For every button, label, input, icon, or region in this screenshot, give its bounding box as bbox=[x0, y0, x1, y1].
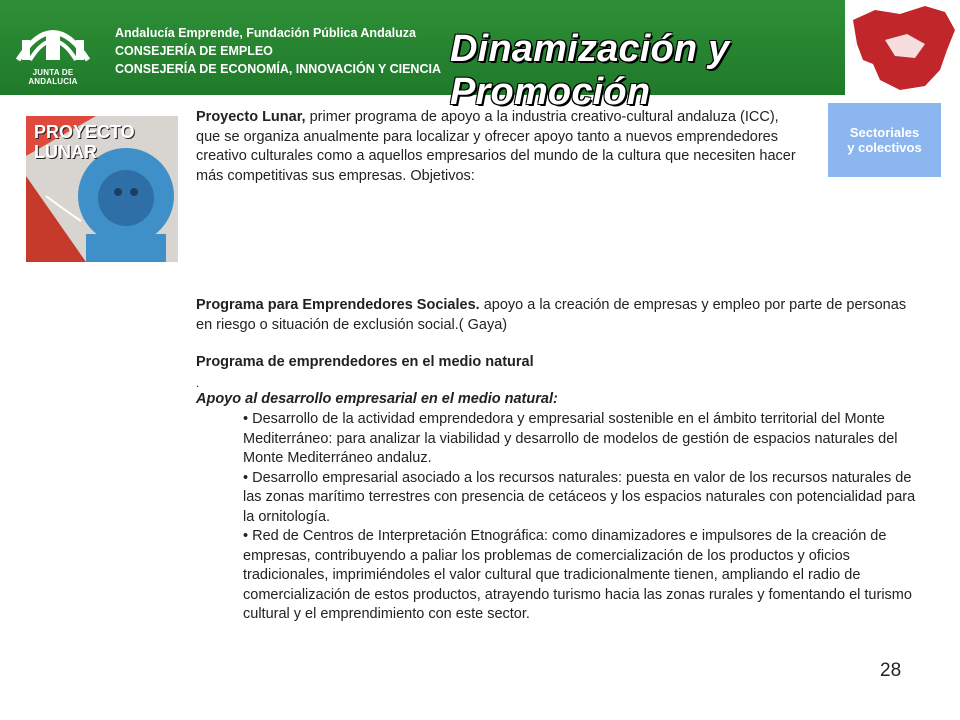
social-entrepreneurs-body: apoyo a la creación de empresas y empleo por parte de personas en riesgo o situación de exclusión social.( Gaya) bbox=[196, 297, 907, 333]
poster-label-line-2: LUNAR bbox=[34, 142, 97, 162]
logo-caption: JUNTA DE ANDALUCIA bbox=[28, 68, 78, 86]
header-banner bbox=[0, 0, 845, 113]
header-line-3: CONSEJERÍA DE ECONOMÍA, INNOVACIÓN Y CIENCIA bbox=[115, 62, 441, 76]
header-line-2: CONSEJERÍA DE EMPLEO bbox=[115, 44, 273, 58]
header-organizations bbox=[115, 24, 441, 78]
page-title: Dinamización y Promoción bbox=[450, 28, 730, 113]
support-heading: Apoyo al desarrollo empresarial en el medio natural: bbox=[196, 391, 558, 407]
proyecto-lunar-poster bbox=[26, 116, 178, 262]
support-bullet-list bbox=[243, 410, 923, 625]
social-entrepreneurs-lead: Programa para Emprendedores Sociales. bbox=[196, 297, 480, 313]
side-box-line-2: y colectivos bbox=[847, 140, 922, 155]
header-line-1: Andalucía Emprende, Fundación Pública Andaluza bbox=[115, 26, 416, 40]
junta-logo bbox=[8, 10, 98, 86]
proyecto-lunar-paragraph bbox=[196, 108, 796, 186]
side-box-line-1: Sectoriales bbox=[849, 125, 920, 140]
page-number: 28 bbox=[880, 660, 902, 681]
proyecto-lunar-lead: Proyecto Lunar, bbox=[196, 109, 306, 125]
bullet-item: • Desarrollo empresarial asociado a los recursos naturales: puesta en valor de los recursos naturales de las zonas marítimo terrestres con presencia de cetáceos y los espacios naturales con potencialidad para la ornitología. bbox=[243, 469, 916, 525]
poster-label bbox=[34, 122, 135, 162]
map-graphic bbox=[845, 0, 960, 95]
sectoriales-link[interactable] bbox=[828, 103, 941, 177]
junta-emblem-icon bbox=[8, 10, 98, 66]
social-entrepreneurs-paragraph bbox=[196, 296, 916, 335]
separator-dot: . bbox=[196, 376, 200, 390]
iberia-map-icon bbox=[845, 0, 960, 95]
natural-environment-title: Programa de emprendedores en el medio natural bbox=[196, 354, 534, 370]
bullet-item: • Desarrollo de la actividad emprendedora y empresarial sostenible en el ámbito territorial del Monte Mediterráneo: para analizar la viabilidad y desarrollo de modelos de gestión de espacios naturales del Monte Mediterráneo andaluz. bbox=[243, 411, 898, 466]
poster-label-line-1: PROYECTO bbox=[34, 122, 135, 142]
bullet-item: • Red de Centros de Interpretación Etnográfica: como dinamizadores e impulsores de la creación de empresas, contribuyendo a paliar los problemas de comercialización de los productos y oficios tradicionales, imprimiéndoles el valor cultural que tradicionalmente tienen, ampliando el radio de comercialización de estos productos, atrayendo turismo hacia las zonas rurales y fomentando el turismo cultural y el emprendimiento con este sector. bbox=[243, 528, 912, 622]
proyecto-lunar-body: primer programa de apoyo a la industria creativo-cultural andaluza (ICC), que se organiza anualmente para localizar y ofrecer apoyo tanto a nuevos emprendedores creativo culturales como a aquellos empresarios del mundo de la cultura que necesiten hacer más competitivas sus empresas. Objetivos: bbox=[196, 109, 796, 184]
